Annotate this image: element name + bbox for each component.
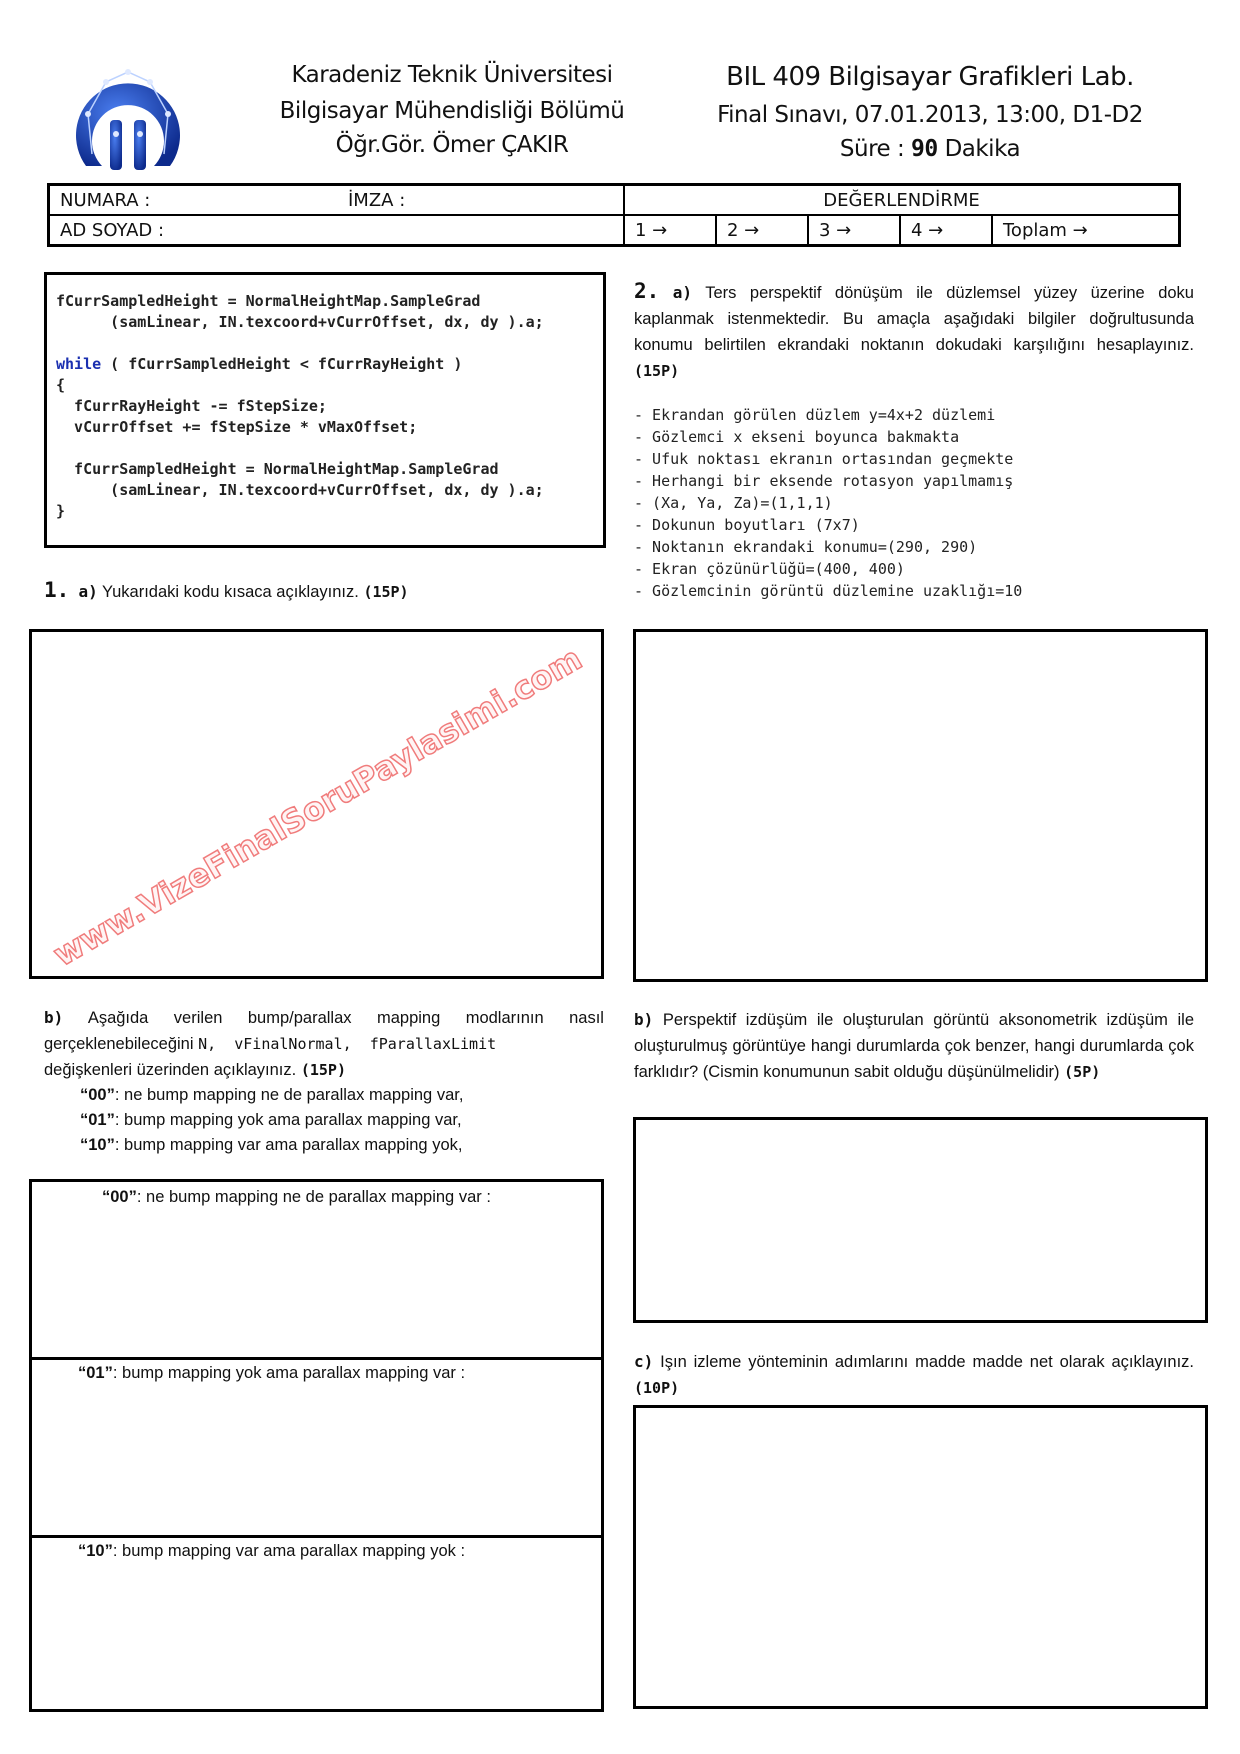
given-item: - Herhangi bir eksende rotasyon yapılmamış — [634, 472, 1014, 490]
given-item: - Gözlemcinin görüntü düzlemine uzaklığı=10 — [634, 582, 1023, 600]
score-cell-1[interactable]: 1 → — [624, 215, 716, 246]
given-item: - Dokunun boyutları (7x7) — [634, 516, 860, 534]
name-label: AD SOYAD : — [60, 219, 165, 241]
exam-info: Final Sınavı, 07.01.2013, 13:00, D1-D2 — [717, 102, 1143, 128]
duration-value: 90 — [911, 136, 938, 162]
university-logo — [66, 54, 190, 180]
department-name: Bilgisayar Mühendisliği Bölümü — [279, 98, 625, 124]
given-item: - Ufuk noktası ekranın ortasından geçmekte — [634, 450, 1014, 468]
question-text: değişkenleri üzerinden açıklayınız. — [44, 1061, 297, 1079]
variable-names: N, vFinalNormal, fParallaxLimit — [198, 1035, 497, 1053]
number-field[interactable] — [49, 185, 625, 216]
mode-code: “00” — [102, 1188, 137, 1206]
mode-text: : ne bump mapping ne de parallax mapping var, — [114, 1086, 464, 1104]
points: (5P) — [1064, 1063, 1101, 1081]
code-line: } — [56, 502, 66, 520]
answer-section-10[interactable] — [32, 1538, 601, 1709]
given-item: - Gözlemci x ekseni boyunca bakmakta — [634, 428, 960, 446]
exam-duration — [690, 134, 1170, 164]
number-label: NUMARA : — [60, 189, 151, 211]
code-line: ( fCurrSampledHeight < fCurrRayHeight ) — [101, 355, 463, 373]
question-1a — [44, 577, 604, 605]
question-number: 2. — [634, 279, 660, 303]
question-text: Aşağıda verilen bump/parallax mapping modlarının nasıl gerçeklenebileceğini — [44, 1009, 604, 1053]
question-text: Ters perspektif dönüşüm ile düzlemsel yüzey üzerine doku kaplanmak istenmektedir. Bu amaçla aşağıdaki bilgiler doğrultusunda konumu belirtilen ekrandaki noktanın dokudaki karşılığını hesaplayınız. — [634, 284, 1194, 354]
section-label — [102, 1184, 491, 1210]
answer-box-1b — [29, 1179, 604, 1712]
instructor-name: Öğr.Gör. Ömer ÇAKIR — [335, 132, 569, 158]
code-line: (samLinear, IN.texcoord+vCurrOffset, dx, dy ).a; — [56, 313, 544, 331]
answer-section-01[interactable] — [32, 1360, 601, 1538]
question-2a — [634, 278, 1194, 384]
question-text: Perspektif izdüşüm ile oluşturulan görüntü aksonometrik izdüşüm ile oluşturulmuş görüntüye hangi durumlarda çok benzer, hangi durumlarda çok farklıdır? (Cismin konumunun sabit olduğu düşünülmelidir) — [634, 1011, 1194, 1081]
part-label: a) — [672, 283, 693, 302]
question-text: Işın izleme yönteminin adımlarını madde madde net olarak açıklayınız. — [660, 1353, 1194, 1371]
mode-item — [80, 1083, 604, 1108]
part-label: b) — [44, 1008, 64, 1027]
question-2c — [634, 1349, 1194, 1401]
question-1b — [44, 1005, 604, 1158]
mode-code: “10” — [80, 1136, 115, 1154]
duration-unit: Dakika — [944, 136, 1021, 162]
given-item: - Noktanın ekrandaki konumu=(290, 290) — [634, 538, 978, 556]
points: (15P) — [634, 362, 680, 380]
question-2b — [634, 1007, 1194, 1085]
code-line: fCurrSampledHeight = NormalHeightMap.SampleGrad — [56, 460, 499, 478]
points: (15P) — [363, 583, 409, 601]
points: (15P) — [300, 1061, 346, 1079]
university-name: Karadeniz Teknik Üniversitesi — [291, 62, 613, 88]
signature-label: İMZA : — [348, 189, 406, 211]
section-label — [78, 1538, 465, 1564]
mode-code: “01” — [80, 1111, 115, 1129]
score-cell-4[interactable]: 4 → — [900, 215, 992, 246]
code-line: vCurrOffset += fStepSize * vMaxOffset; — [56, 418, 418, 436]
answer-box-1a[interactable] — [29, 629, 604, 979]
answer-section-00[interactable] — [32, 1182, 601, 1360]
score-cell-total[interactable]: Toplam → — [992, 215, 1180, 246]
answer-box-2b[interactable] — [633, 1117, 1208, 1323]
answer-box-2a[interactable] — [633, 629, 1208, 982]
question-text: Yukarıdaki kodu kısaca açıklayınız. — [102, 583, 359, 601]
mode-text: : bump mapping var ama parallax mapping yok : — [112, 1542, 466, 1560]
mode-text: : ne bump mapping ne de parallax mapping var : — [136, 1188, 491, 1206]
mode-item — [80, 1108, 604, 1133]
score-cell-2[interactable]: 2 → — [716, 215, 808, 246]
mode-text: : bump mapping yok ama parallax mapping var, — [114, 1111, 462, 1129]
section-label — [78, 1360, 465, 1386]
score-cell-3[interactable]: 3 → — [808, 215, 900, 246]
code-line: { — [56, 376, 66, 394]
question-number: 1. — [44, 578, 70, 602]
code-line: (samLinear, IN.texcoord+vCurrOffset, dx, dy ).a; — [56, 481, 544, 499]
part-label: a) — [78, 582, 98, 601]
name-field[interactable] — [49, 215, 625, 246]
code-line: fCurrSampledHeight = NormalHeightMap.SampleGrad — [56, 292, 481, 310]
mode-text: : bump mapping yok ama parallax mapping var : — [112, 1364, 466, 1382]
part-label: b) — [634, 1010, 654, 1029]
student-info-table — [47, 183, 1181, 247]
part-label: c) — [634, 1352, 654, 1371]
given-item: - (Xa, Ya, Za)=(1,1,1) — [634, 494, 833, 512]
svg-text:www.VizeFinalSoruPaylasimi.com: www.VizeFinalSoruPaylasimi.com — [46, 639, 589, 974]
mode-code: “01” — [78, 1364, 113, 1382]
given-item: - Ekran çözünürlüğü=(400, 400) — [634, 560, 905, 578]
mode-code: “00” — [80, 1086, 115, 1104]
duration-label: Süre : — [839, 136, 905, 162]
code-line: fCurrRayHeight -= fStepSize; — [56, 397, 327, 415]
answer-box-2c[interactable] — [633, 1405, 1208, 1709]
given-item: - Ekrandan görülen düzlem y=4x+2 düzlemi — [634, 406, 996, 424]
code-keyword: while — [56, 355, 102, 373]
course-title: BIL 409 Bilgisayar Grafikleri Lab. — [726, 62, 1134, 92]
grading-header: DEĞERLENDİRME — [624, 185, 1180, 216]
points: (10P) — [634, 1379, 680, 1397]
code-block — [44, 272, 606, 548]
mode-item — [80, 1133, 604, 1158]
mode-text: : bump mapping var ama parallax mapping yok, — [114, 1136, 463, 1154]
mode-code: “10” — [78, 1542, 113, 1560]
givens-list — [634, 404, 1022, 602]
